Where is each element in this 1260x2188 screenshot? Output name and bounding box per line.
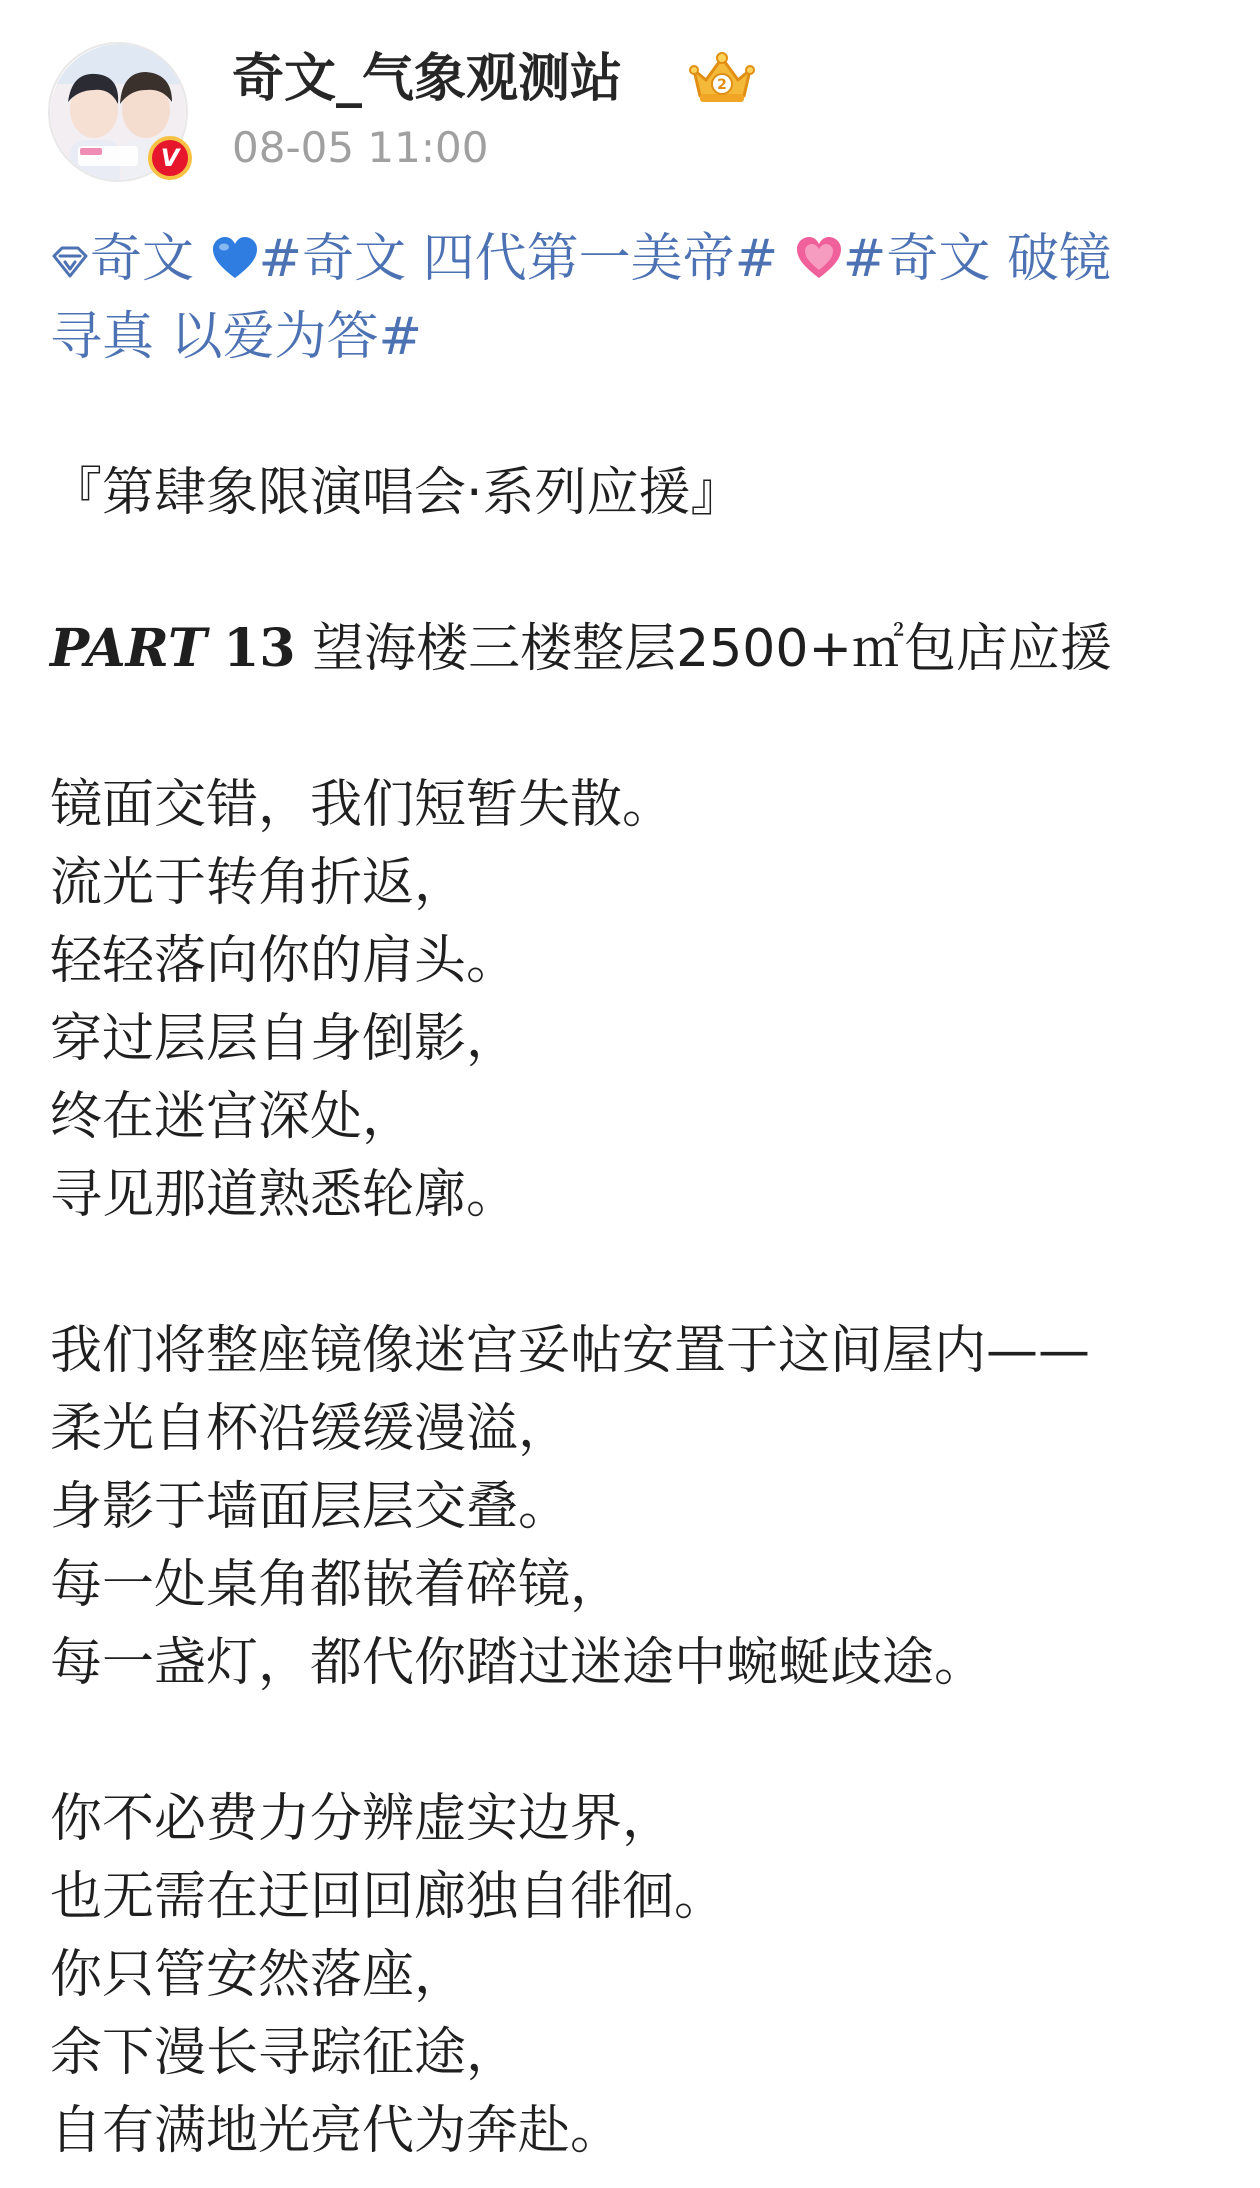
- poem-line: 寻见那道熟悉轮廓。: [50, 1165, 519, 1225]
- topic-link-mirror[interactable]: #奇文 破镜: [842, 229, 1111, 289]
- part-label: PART: [50, 618, 207, 679]
- poem-line: 终在迷宫深处，: [50, 1087, 415, 1147]
- stanza-2: [50, 1312, 1220, 1702]
- stanza-3: [50, 1780, 1220, 2170]
- topic-tags: [50, 220, 1220, 376]
- topic-link-beauty[interactable]: #奇文 四代第一美帝#: [258, 229, 779, 289]
- poem-line: 柔光自杯沿缓缓漫溢，: [50, 1399, 571, 1459]
- poem-line: 每一盏灯，都代你踏过迷途中蜿蜒歧途。: [50, 1633, 987, 1693]
- topic-link-qiwen[interactable]: 奇文: [90, 229, 195, 289]
- author-name[interactable]: 奇文_气象观测站: [232, 49, 623, 109]
- poem-line: 轻轻落向你的肩头。: [50, 931, 519, 991]
- poem-line: 自有满地光亮代为奔赴。: [50, 2101, 623, 2161]
- post-content: [50, 220, 1220, 2170]
- blue-heart-icon: [211, 236, 259, 282]
- poem-line: 也无需在迂回回廊独自徘徊。: [50, 1867, 727, 1927]
- poem-line: 余下漫长寻踪征途，: [50, 2023, 519, 2083]
- spacer: [50, 1234, 1220, 1312]
- poem-line: 每一处桌角都嵌着碎镜，: [50, 1555, 623, 1615]
- post-header: [48, 42, 1208, 182]
- poem-line: 你只管安然落座，: [50, 1945, 467, 2005]
- verified-badge-icon: V: [148, 136, 192, 180]
- crown-badge-icon[interactable]: [688, 50, 756, 108]
- poem-line: 流光于转角折返，: [50, 853, 467, 913]
- poem-line: 你不必费力分辨虚实边界，: [50, 1789, 675, 1849]
- spacer: [50, 688, 1220, 766]
- poem-line: 我们将整座镜像迷宫妥帖安置于这间屋内——: [50, 1321, 1091, 1381]
- svg-text:2: 2: [717, 77, 727, 93]
- spacer: [50, 532, 1220, 610]
- diamond-icon: [50, 242, 90, 282]
- spacer: [50, 1702, 1220, 1780]
- spacer: [50, 376, 1220, 454]
- topic-link-mirror-cont[interactable]: 寻真 以爱为答#: [50, 307, 423, 367]
- part-title: 望海楼三楼整层2500+㎡包店应援: [312, 619, 1113, 679]
- topic-line-1: [50, 229, 1111, 289]
- series-title: 『第肆象限演唱会·系列应援』: [50, 463, 743, 523]
- poem-line: 镜面交错，我们短暂失散。: [50, 775, 675, 835]
- poem-line: 身影于墙面层层交叠。: [50, 1477, 571, 1537]
- avatar[interactable]: [48, 42, 188, 182]
- part-number: 13: [223, 618, 296, 679]
- poem-line: 穿过层层自身倒影，: [50, 1009, 519, 1069]
- pink-heart-icon: [795, 236, 843, 282]
- post-timestamp: 08-05 11:00: [232, 123, 489, 172]
- part-heading: [50, 610, 1220, 688]
- stanza-1: [50, 766, 1220, 1234]
